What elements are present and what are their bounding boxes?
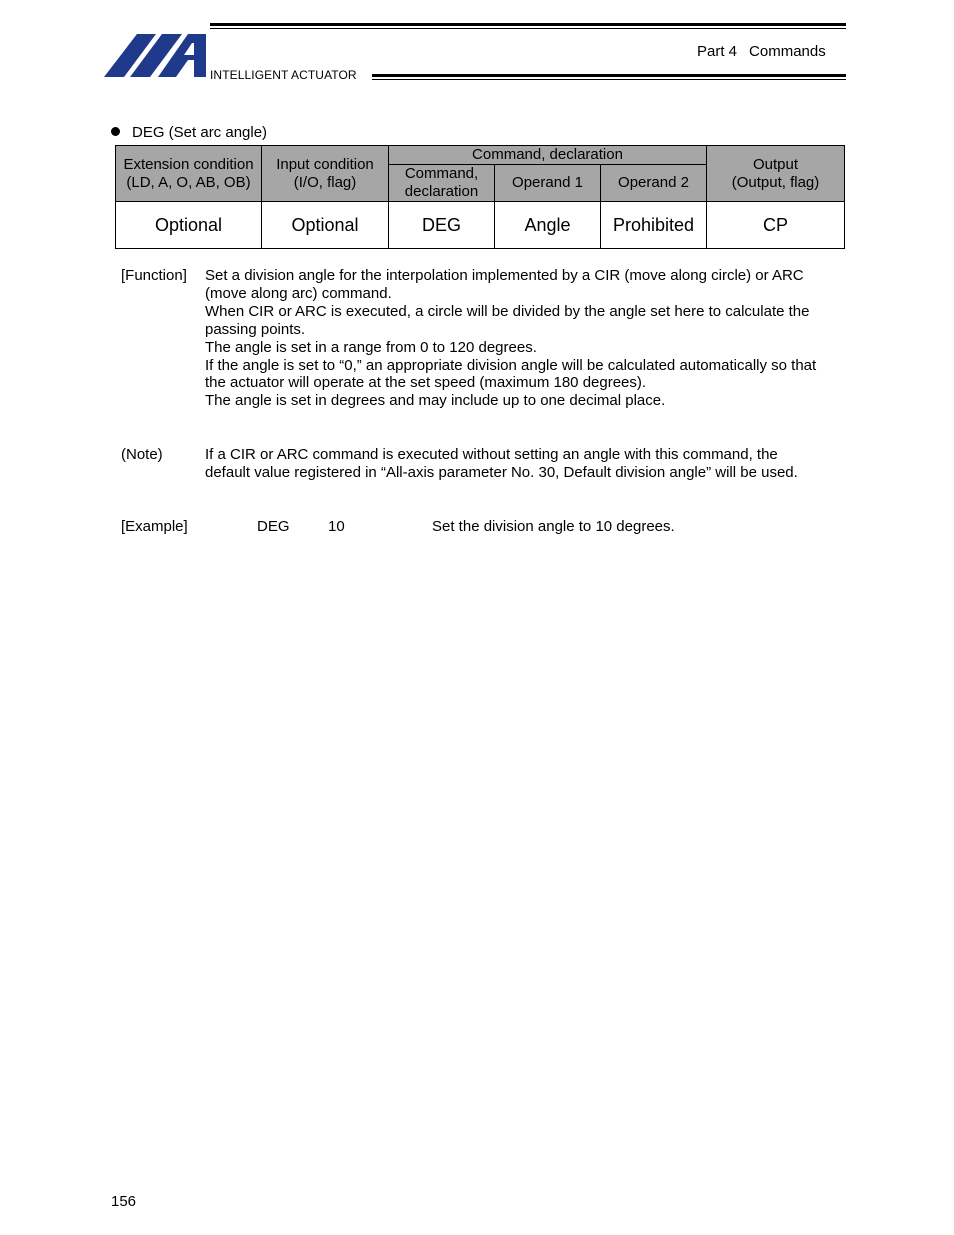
command-title: [111, 124, 267, 141]
header-extension-condition: Extension condition (LD, A, O, AB, OB): [116, 146, 262, 202]
header-part: Part 4: [697, 43, 738, 60]
header-command-group: Command, declaration: [389, 146, 707, 165]
function-text: Set a division angle for the interpolation implemented by a CIR (move along circle) or ARC (move along arc) command. When CIR or ARC is executed, a circle will be divided by the angle set here to calculate the passing points. The angle is set in a range from 0 to 120 degrees. If the angle is set to “0,” an appropriate division angle will be calculated automatically so that the actuator will operate at the set speed (maximum 180 degrees). The angle is set in degrees and may include up to one decimal place.: [205, 267, 817, 410]
example-label: [Example]: [121, 518, 188, 535]
note-text: If a CIR or ARC command is executed without setting an angle with this command, the default value registered in “All-axis parameter No. 30, Default division angle” will be used.: [205, 446, 798, 481]
example-description: Set the division angle to 10 degrees.: [432, 518, 675, 535]
function-label: [Function]: [121, 267, 187, 284]
cell-command: DEG: [389, 202, 495, 249]
command-spec-table: [115, 145, 845, 249]
iai-logo-icon: [104, 33, 208, 78]
cell-operand-2: Prohibited: [601, 202, 707, 249]
brand-name: INTELLIGENT ACTUATOR: [210, 68, 357, 82]
header-operand-1: Operand 1: [495, 165, 601, 202]
header-section: Commands: [749, 43, 826, 60]
page-number: 156: [111, 1193, 137, 1210]
header-input-condition: Input condition (I/O, flag): [262, 146, 389, 202]
cell-output: CP: [707, 202, 845, 249]
header-output: Output (Output, flag): [707, 146, 845, 202]
header-rule-top: [210, 23, 846, 26]
header-rule-bottom-thin: [372, 79, 846, 80]
bullet-icon: [111, 127, 120, 136]
header-command: Command, declaration: [389, 165, 495, 202]
header-operand-2: Operand 2: [601, 165, 707, 202]
example-operand: 10: [328, 518, 345, 535]
cell-operand-1: Angle: [495, 202, 601, 249]
note-label: (Note): [121, 446, 163, 463]
header-part-title: [697, 43, 826, 60]
cell-extension: Optional: [116, 202, 262, 249]
command-title-text: DEG (Set arc angle): [132, 124, 268, 141]
header-rule-bottom: [372, 74, 846, 77]
header-rule-top-thin: [210, 28, 846, 29]
cell-input: Optional: [262, 202, 389, 249]
example-command: DEG: [257, 518, 290, 535]
